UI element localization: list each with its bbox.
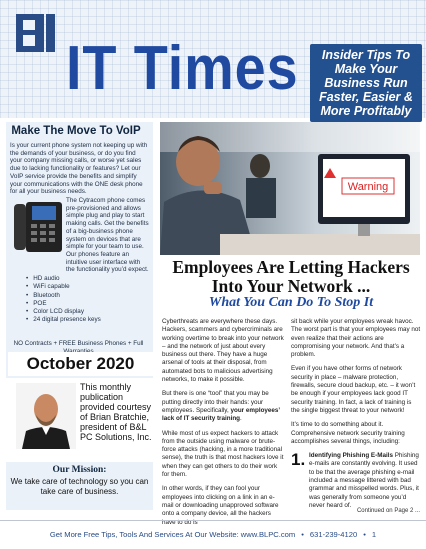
newsletter-title: IT Times xyxy=(66,34,299,103)
page-number: 1 xyxy=(371,530,377,539)
sidebar-offer: NO Contracts + FREE Business Phones + Full xyxy=(13,340,144,347)
numbered-item xyxy=(291,452,421,510)
publisher-photo xyxy=(16,383,76,449)
list-item: • HD audio xyxy=(26,275,146,283)
sidebar-title: Make The Move To VoIP xyxy=(11,125,141,137)
article-column-1 xyxy=(162,318,286,533)
masthead xyxy=(0,0,426,118)
item-number: 1. xyxy=(291,450,306,470)
mission-text: We take care of technology so you can take care of business. xyxy=(10,477,149,496)
page-footer: Get More Free Tips, Tools And Services At Our Website: www.BLPC.com • 631-239-4120 • 1 xyxy=(0,520,426,549)
emphasis: your employees’ lack of IT security training xyxy=(162,406,280,423)
article-column-2 xyxy=(291,318,421,510)
list-item: • Bluetooth xyxy=(26,292,146,300)
list-item: • POE xyxy=(26,300,146,308)
item-text: Phishing e-mails are constantly evolving. It used to be that the average phishing e-mail included a message littered with bad grammar and misspelled words. Plus, it was generally from someone you’d never heard of. xyxy=(309,452,419,509)
list-item: • Color LCD display xyxy=(26,308,146,316)
paragraph: sit back while your employees wreak havoc. The worst part is that your employees may not even realize that their actions are compromising your network. And that’s a problem. xyxy=(291,318,421,359)
item-heading: Identifying Phishing E-Mails xyxy=(309,452,393,460)
list-item: • 24 digital presence keys xyxy=(26,316,146,324)
paragraph: Cyberthreats are everywhere these days. Hackers, scammers and cybercriminals are working overtime to break into your network – and the network of just about every business out there. They have a huge arsenal of tools at their disposal, from automated bots to malicious advertising networks, to make it possible. xyxy=(162,318,284,384)
article-headline: Employees Are Letting Hackers Into Your Network ... xyxy=(172,257,410,296)
list-item: • WiFi capable xyxy=(26,283,146,291)
continued-note: Continued on Page 2 ... xyxy=(356,508,420,514)
feature-list xyxy=(26,275,146,325)
paragraph: But there is one “tool” that you may be putting directly into their hands: your employees. Specifically, your employees’ lack of IT security training. xyxy=(162,390,280,423)
hero-image xyxy=(160,122,420,255)
footer-phone: 631-239-4120 xyxy=(309,530,358,539)
publisher-note: This monthly publication provided courtesy of Brian Bratchie, president of B&L PC Solutions, Inc. xyxy=(80,382,152,442)
company-logo-icon xyxy=(16,14,58,54)
paragraph: It’s time to do something about it. Comprehensive network security training accomplishes several things, including: xyxy=(291,421,405,445)
sidebar-intro: Is your current phone system not keeping up with the demands of your business, or do you find your company missing calls, or worse yet sales due to lacking functionality or features? Let our VoIP service provide the benefits and simplify your communications with the ONE desk phone for all your business needs. xyxy=(10,142,148,196)
paragraph: In other words, if they can fool your employees into clicking on a link in an e-mail or downloading unapproved software onto a company device, all the hackers have to do is xyxy=(162,485,279,526)
footer-text: Get More Free Tips, Tools And Services At Our Website: www.BLPC.com xyxy=(49,530,296,539)
paragraph: While most of us expect hackers to attack from the outside using malware or brute-force attacks (hacking, in a more traditional sense), the truth is that most hackers love it when they can get others to do their work for them. xyxy=(162,429,284,479)
tagline: Insider Tips To Make Your Business Run Faster, Easier & More Profitably xyxy=(310,44,422,122)
warning-label: Warning xyxy=(347,181,389,193)
mission-heading: Our Mission: xyxy=(52,465,107,475)
paragraph: Even if you have other forms of network security in place – malware protection, firewalls, secure cloud backup, etc. – it won’t be enough if your employees lack good IT security training. In fact, a lack of training is the single biggest threat to your network! xyxy=(291,365,416,414)
article-subhead: What You Can Do To Stop It xyxy=(208,295,374,310)
sidebar-paragraph: The Cytracom phone comes pre-provisioned and allows simple plug and play to start making calls. Get the benefits of a big-business phone system on devices that are simple for your team to use. Our phones feature an intuitive user interface with the functionality you’d expect. xyxy=(66,197,149,274)
issue-date: October 2020 xyxy=(8,352,153,376)
desk-phone-icon xyxy=(12,200,64,256)
